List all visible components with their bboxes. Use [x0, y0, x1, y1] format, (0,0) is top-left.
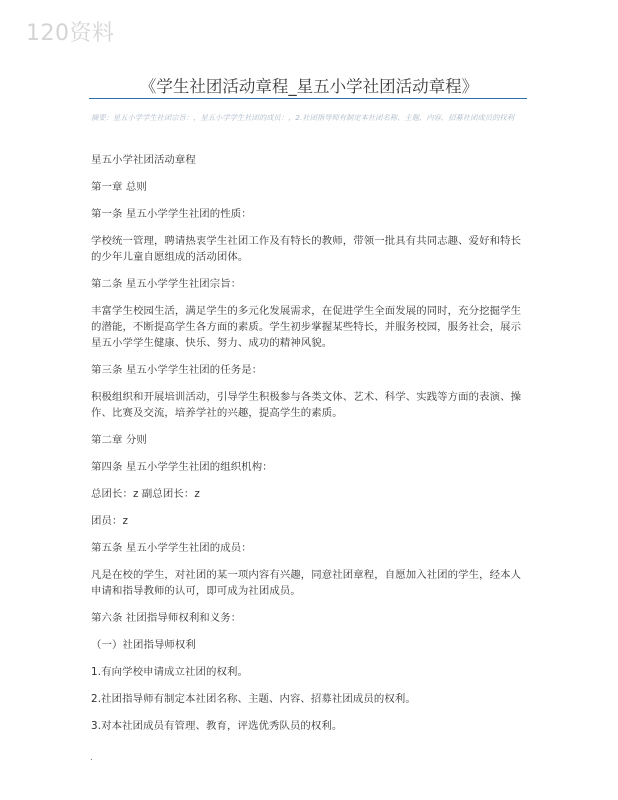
article-body: 学校统一管理，聘请热衷学生社团工作及有特长的教师，带领一批具有共同志趣、爱好和特长的少年儿童自愿组成的活动团体。 — [91, 235, 522, 263]
list-item: 3.对本社团成员有管理、教育，评选优秀队员的权利。 — [91, 720, 343, 732]
article-body: 丰富学生校园生活，满足学生的多元化发展需求，在促进学生全面发展的同时，充分挖掘学生的潜能，不断提高学生各方面的素质。学生初步掌握某些特长，并服务校园，服务社会，展示星五小学学生健康、快乐、努力、成功的精神风貌。 — [91, 305, 522, 349]
list-item: 2.社团指导师有制定本社团名称、主题、内容、招募社团成员的权利。 — [91, 693, 416, 705]
article-heading: 第四条 星五小学学生社团的组织机构： — [91, 461, 273, 473]
abstract: 摘要：星五小学学生社团宗旨：，星五小学学生社团的成员：，2.社团指导师有制定本社团名称、主题、内容、招募社团成员的权利 — [91, 113, 514, 122]
list-item: 1.有向学校申请成立社团的权利。 — [91, 666, 248, 678]
article-body: 团员：z — [91, 515, 129, 527]
chapter-heading: 第二章 分则 — [91, 434, 147, 446]
article-heading: 第五条 星五小学学生社团的成员： — [91, 542, 252, 554]
heading-document: 星五小学社团活动章程 — [91, 154, 196, 166]
article-body: 积极组织和开展培训活动，引导学生积极参与各类文体、艺术、科学、实践等方面的表演、操作、比赛及交流，培养学社的兴趣，提高学生的素质。 — [91, 391, 522, 419]
footer-mark: . — [90, 753, 93, 763]
document-body — [91, 152, 531, 734]
document-title: 《学生社团活动章程_星五小学社团活动章程》 — [139, 77, 479, 96]
title-divider — [89, 98, 527, 99]
article-heading: 第一条 星五小学学生社团的性质： — [91, 208, 252, 220]
watermark: 120资料 — [26, 21, 115, 46]
article-heading: 第六条 社团指导师权利和义务： — [91, 612, 242, 624]
article-heading: 第二条 星五小学学生社团宗旨： — [91, 278, 242, 290]
chapter-heading: 第一章 总则 — [91, 181, 147, 193]
article-body: 总团长：z 副总团长：z — [91, 488, 200, 500]
section-heading: （一）社团指导师权利 — [91, 639, 196, 651]
article-heading: 第三条 星五小学学生社团的任务是： — [91, 364, 263, 376]
article-body: 凡是在校的学生，对社团的某一项内容有兴趣，同意社团章程，自愿加入社团的学生，经本人申请和指导教师的认可，即可成为社团成员。 — [91, 569, 522, 597]
